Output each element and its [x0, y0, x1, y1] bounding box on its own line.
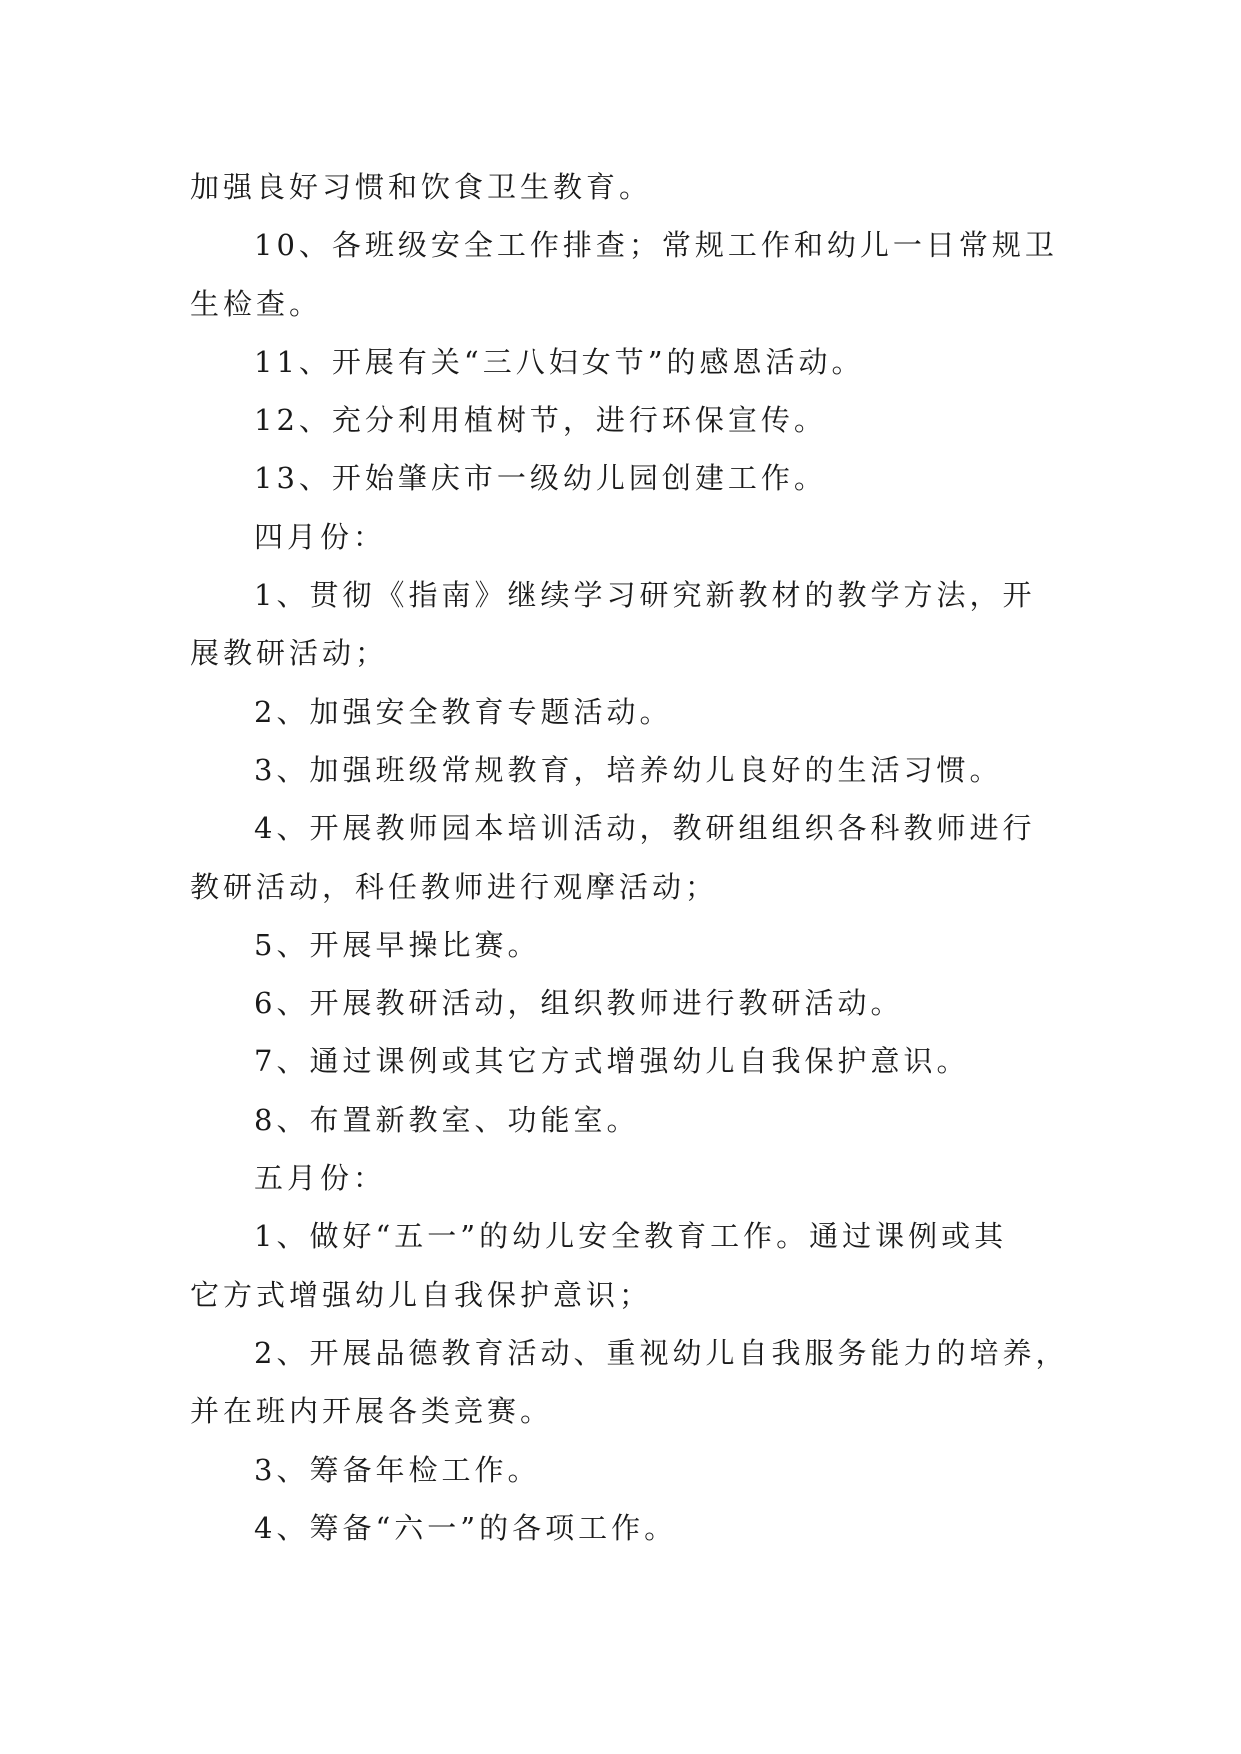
- text-line: 12、充分利用植树节，进行环保宣传。: [254, 403, 827, 438]
- text-line: 8、布置新教室、功能室。: [254, 1102, 640, 1137]
- text-line: 加强良好习惯和饮食卫生教育。: [190, 170, 653, 204]
- text-line: 2、加强安全教育专题活动。: [254, 694, 673, 729]
- section-heading: 五月份：: [254, 1161, 387, 1196]
- text-line: 1、贯彻《指南》继续学习研究新教材的教学方法，开: [254, 578, 1036, 613]
- text-line: 5、开展早操比赛。: [254, 927, 541, 962]
- text-line: 11、开展有关“三八妇女节”的感恩活动。: [254, 344, 865, 379]
- text-line: 6、开展教研活动，组织教师进行教研活动。: [254, 986, 904, 1021]
- text-line: 4、筹备“六一”的各项工作。: [254, 1510, 678, 1545]
- text-line: 生检查。: [190, 286, 323, 321]
- text-line: 1、做好“五一”的幼儿安全教育工作。通过课例或其: [254, 1219, 1008, 1254]
- text-line: 教研活动，科任教师进行观摩活动；: [190, 869, 719, 904]
- text-line: 3、加强班级常规教育，培养幼儿良好的生活习惯。: [254, 752, 1003, 787]
- text-line: 7、通过课例或其它方式增强幼儿自我保护意识。: [254, 1044, 970, 1079]
- text-line: 并在班内开展各类竞赛。: [190, 1394, 554, 1429]
- text-line: 10、各班级安全工作排查；常规工作和幼儿一日常规卫: [254, 228, 1058, 263]
- text-line: 展教研活动；: [190, 636, 389, 671]
- document-body: [190, 158, 1069, 1557]
- section-heading: 四月份：: [254, 519, 387, 554]
- text-line: 3、筹备年检工作。: [254, 1452, 541, 1487]
- text-line: 4、开展教师园本培训活动，教研组组织各科教师进行: [254, 811, 1036, 846]
- text-line: 它方式增强幼儿自我保护意识；: [190, 1277, 653, 1312]
- text-line: 2、开展品德教育活动、重视幼儿自我服务能力的培养，: [254, 1335, 1069, 1370]
- text-line: 13、开始肇庆市一级幼儿园创建工作。: [254, 461, 827, 496]
